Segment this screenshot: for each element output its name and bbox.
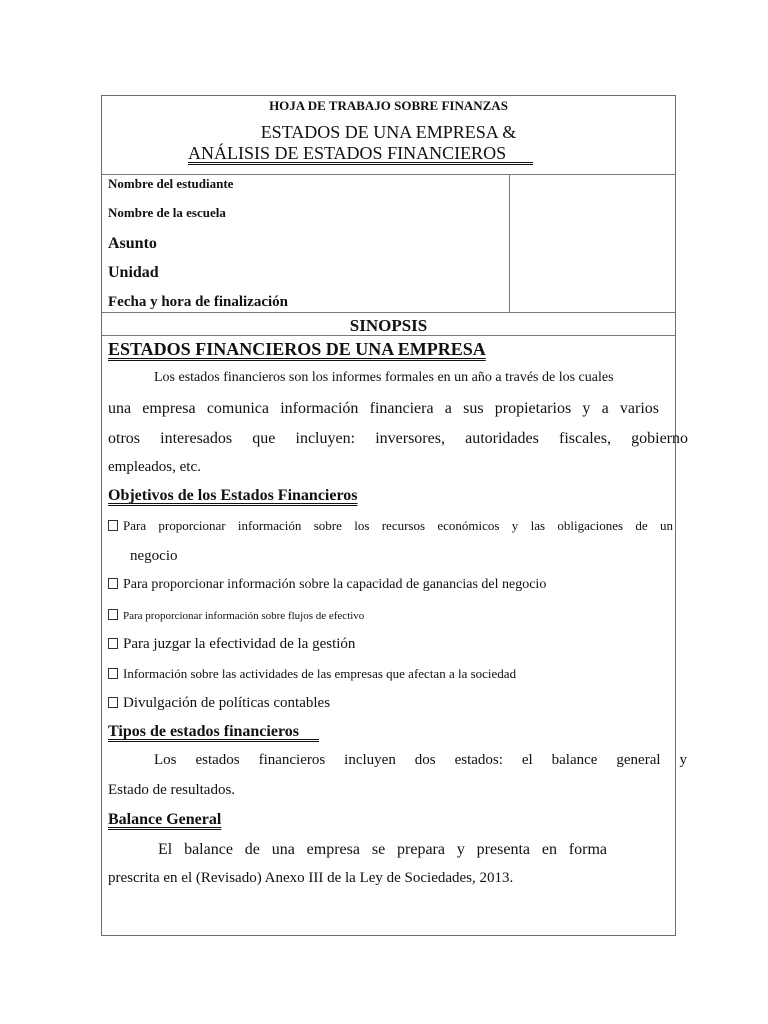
student-name-label: Nombre del estudiante <box>108 176 234 191</box>
paragraph-line: Los estados financieros incluyen dos estados: el balance general y <box>154 752 687 768</box>
checkbox-icon <box>108 520 118 531</box>
checkbox-icon <box>108 609 118 620</box>
objective-item: Para proporcionar información sobre flujos de efectivo <box>108 609 364 622</box>
checkbox-icon <box>108 578 118 589</box>
balance-heading: Balance General <box>108 811 222 828</box>
paragraph-line: otros interesados que incluyen: inversores, autoridades fiscales, gobierno <box>108 430 688 447</box>
divider <box>102 335 675 336</box>
objective-item: Divulgación de políticas contables <box>108 696 330 711</box>
subject-label: Asunto <box>108 235 157 252</box>
divider <box>102 174 675 175</box>
objective-item: Para juzgar la efectividad de la gestión <box>108 637 355 652</box>
paragraph-line: Estado de resultados. <box>108 782 236 798</box>
info-column-divider <box>509 174 510 312</box>
types-heading: Tipos de estados financieros <box>108 723 299 740</box>
worksheet-page <box>101 95 688 936</box>
document-title-line2: ANÁLISIS DE ESTADOS FINANCIEROS <box>188 143 507 163</box>
objective-item: Información sobre las actividades de las empresas que afectan a la sociedad <box>108 667 516 680</box>
section-main-heading: ESTADOS FINANCIEROS DE UNA EMPRESA <box>108 339 486 359</box>
objective-item: Para proporcionar información sobre los recursos económicos y las obligaciones de un <box>108 519 673 532</box>
paragraph-line: empleados, etc. <box>108 459 201 475</box>
paragraph-line: Los estados financieros son los informes formales en un año a través de los cuales <box>154 370 614 385</box>
synopsis-label: SINOPSIS <box>349 316 428 335</box>
divider <box>102 312 675 313</box>
school-name-label: Nombre de la escuela <box>108 205 226 220</box>
paragraph-line: una empresa comunica información financiera a sus propietarios y a varios <box>108 400 659 417</box>
objective-item: Para proporcionar información sobre la capacidad de ganancias del negocio <box>108 578 546 592</box>
checkbox-icon <box>108 638 118 649</box>
paragraph-line: El balance de una empresa se prepara y presenta en forma <box>158 841 607 858</box>
worksheet-title: HOJA DE TRABAJO SOBRE FINANZAS <box>269 98 508 113</box>
objective-item-continuation: negocio <box>130 548 178 564</box>
completion-datetime-label: Fecha y hora de finalización <box>108 294 288 310</box>
paragraph-line: prescrita en el (Revisado) Anexo III de la Ley de Sociedades, 2013. <box>108 870 514 886</box>
unit-label: Unidad <box>108 264 159 281</box>
objectives-heading: Objetivos de los Estados Financieros <box>108 487 358 504</box>
checkbox-icon <box>108 668 118 679</box>
checkbox-icon <box>108 697 118 708</box>
document-title-line1: ESTADOS DE UNA EMPRESA & <box>260 122 517 142</box>
